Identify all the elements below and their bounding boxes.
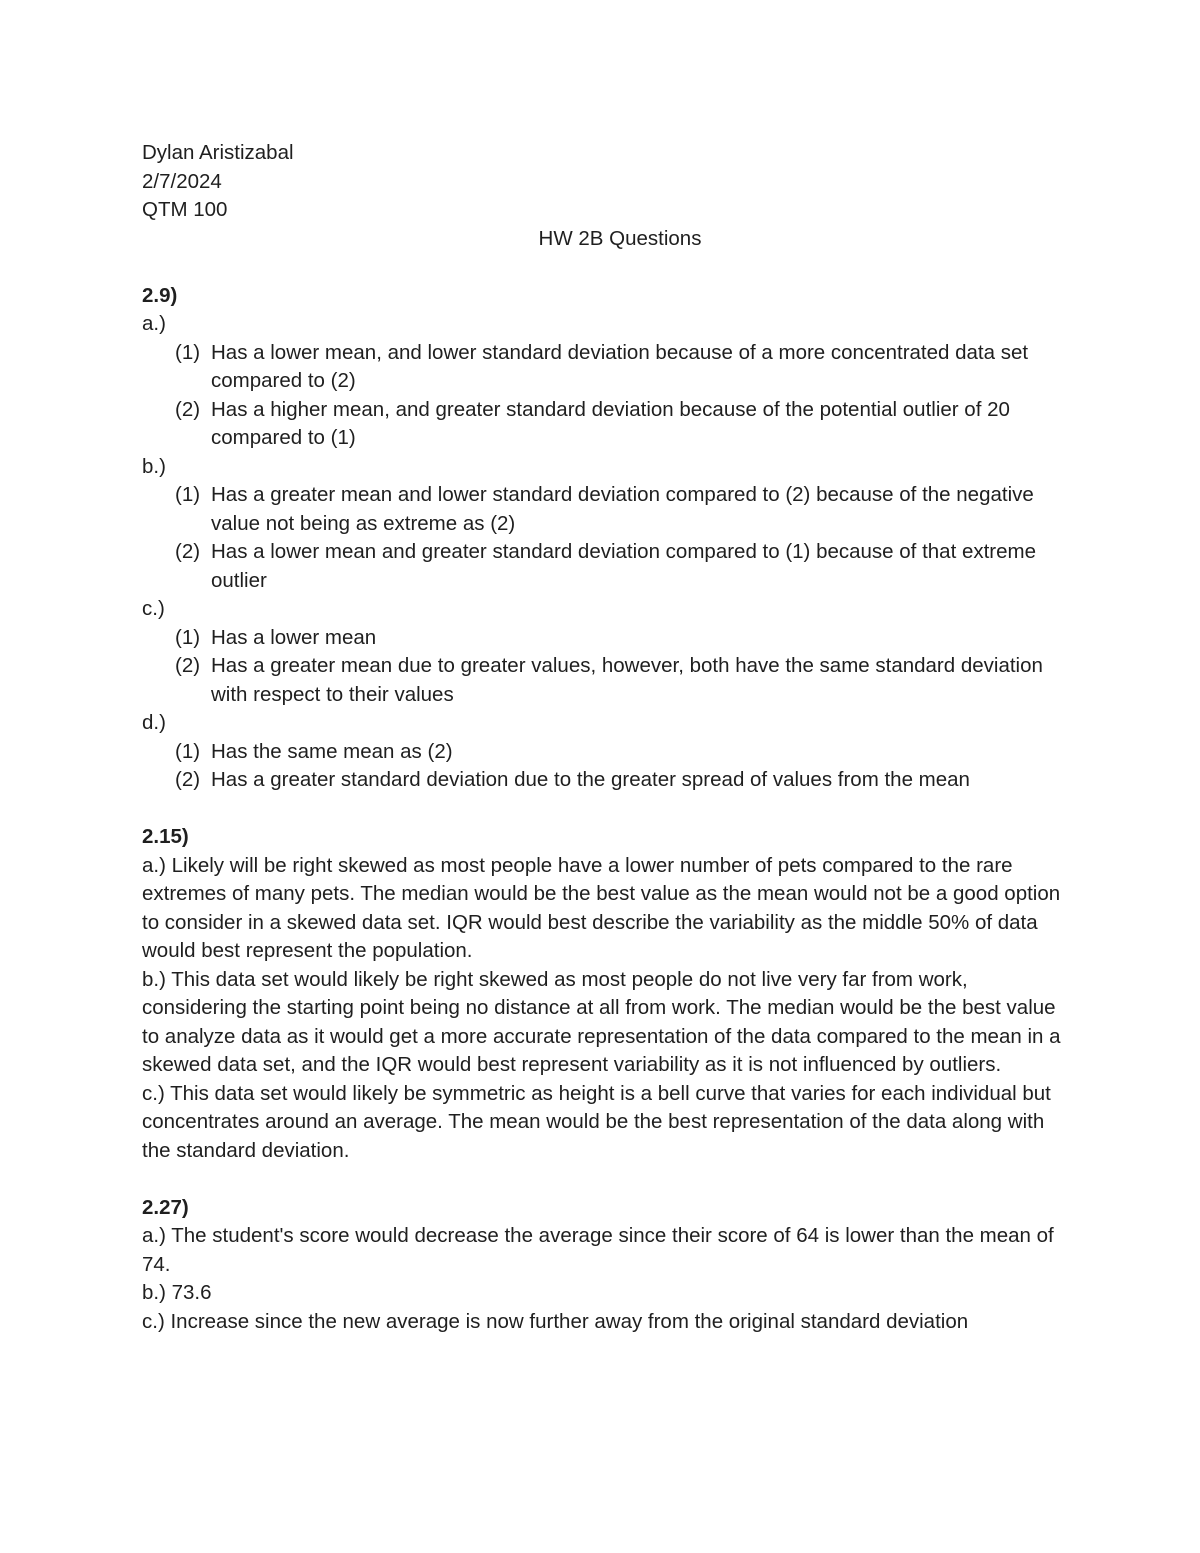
item-number: (1) (175, 340, 201, 364)
item-text: Has a higher mean, and greater standard deviation because of the potential outlier of 20 compared to (1) (211, 397, 1010, 449)
item-number: (1) (175, 483, 201, 506)
list-item (142, 652, 1072, 709)
question-2-9 (142, 282, 1072, 795)
answer-paragraph: b.) 73.6 (142, 1281, 212, 1304)
item-number: (2) (175, 397, 201, 421)
item-number: (2) (175, 540, 201, 563)
document-date: 2/7/2024 (142, 169, 222, 193)
answer-paragraph: a.) Likely will be right skewed as most people have a lower number of pets compared to the rare extremes of many pets. The median would be the best value as the mean would not be a good option to consider in a skewed data set. IQR would best describe the variability as the middle 50% of data would best represent the population. (142, 853, 1061, 962)
item-text: Has a greater mean due to greater values, however, both have the same standard deviation with respect to their values (211, 654, 1043, 706)
list-item (142, 738, 1072, 767)
answer-paragraph: c.) This data set would likely be symmetric as height is a bell curve that varies for each individual but concentrates around an average. The mean would be the best representation of the data along with the standard deviation. (142, 1081, 1051, 1162)
course-code: QTM 100 (142, 198, 228, 221)
item-number: (2) (175, 654, 201, 677)
answer-paragraph: c.) Increase since the new average is now further away from the original standard deviation (142, 1309, 969, 1333)
answer-paragraph: a.) The student's score would decrease the average since their score of 64 is lower than the mean of 74. (142, 1224, 1054, 1276)
part-label: b.) (142, 454, 166, 478)
item-text: Has a greater standard deviation due to the greater spread of values from the mean (211, 768, 970, 791)
list-item (142, 339, 1072, 396)
part-label: c.) (142, 597, 165, 620)
question-heading: 2.15) (142, 825, 189, 848)
item-text: Has a lower mean, and lower standard deviation because of a more concentrated data set compared to (2) (211, 340, 1029, 392)
question-2-15 (142, 823, 1072, 1165)
answer-paragraph: b.) This data set would likely be right skewed as most people do not live very far from work, considering the starting point being no distance at all from work. The median would be the best value to analyze data as it would get a more accurate representation of the data compared to the mean in a skewed data set, and the IQR would best represent variability as it is not influenced by outliers. (142, 967, 1061, 1076)
item-number: (1) (175, 625, 201, 649)
list-item (142, 766, 1072, 795)
question-2-27 (142, 1194, 1072, 1337)
list-item (142, 396, 1072, 453)
list-item (142, 624, 1072, 653)
item-number: (2) (175, 768, 201, 791)
question-heading: 2.27) (142, 1195, 189, 1219)
item-text: Has a lower mean and greater standard deviation compared to (1) because of that extreme outlier (211, 540, 1037, 592)
item-text: Has a lower mean (211, 625, 377, 649)
question-heading: 2.9) (142, 283, 178, 307)
item-text: Has the same mean as (2) (211, 739, 453, 763)
list-item (142, 481, 1072, 538)
part-label: d.) (142, 711, 166, 734)
document-title: HW 2B Questions (538, 226, 702, 250)
document-page (142, 139, 1072, 1336)
student-name: Dylan Aristizabal (142, 141, 294, 164)
part-label: a.) (142, 312, 166, 335)
item-number: (1) (175, 739, 201, 763)
list-item (142, 538, 1072, 595)
item-text: Has a greater mean and lower standard deviation compared to (2) because of the negative value not being as extreme as (2) (211, 483, 1034, 535)
